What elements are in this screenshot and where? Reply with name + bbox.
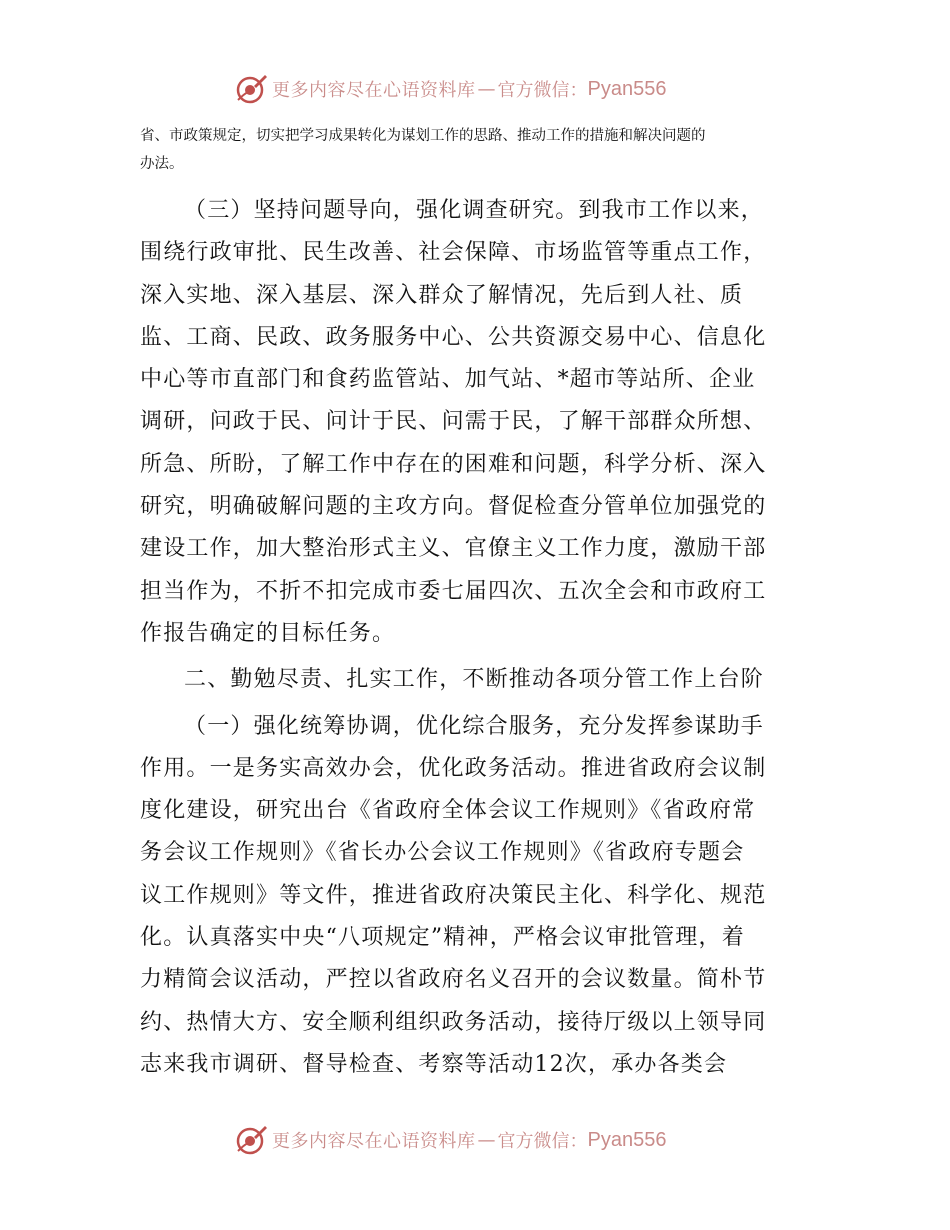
paragraph-1-line: 化。认真落实中央“八项规定”精神，严格会议审批管理，着 (140, 925, 745, 951)
paragraph-3-line: 建设工作，加大整治形式主义、官僚主义工作力度，激励干部 (140, 536, 767, 562)
paragraph-3-line: 研究，明确破解问题的主攻方向。督促检查分管单位加强党的 (140, 494, 767, 520)
watermark-wechat-id: Pyan556 (587, 77, 667, 100)
paragraph-1-line: 度化建设，研究出台《省政府全体会议工作规则》《省政府常 (140, 798, 756, 824)
paragraph-3-line: 调研，问政于民、问计于民、问需于民，了解干部群众所想、 (140, 409, 767, 435)
intro-line: 省、市政策规定，切实把学习成果转化为谋划工作的思路、推动工作的措施和解决问题的 (140, 128, 706, 144)
watermark-main-text: 更多内容尽在心语资料库 (272, 80, 476, 101)
paragraph-3-line: 围绕行政审批、民生改善、社会保障、市场监管等重点工作， (140, 240, 767, 266)
watermark-dash: — (477, 78, 496, 100)
paragraph-3-line: 中心等市直部门和食药监管站、加气站、*超市等站所、企业 (140, 367, 756, 393)
paragraph-3-line: 监、工商、民政、政务服务中心、公共资源交易中心、信息化 (140, 324, 767, 350)
paragraph-1-line: 约、热情大方、安全顺利组织政务活动，接待厅级以上领导同 (140, 1009, 767, 1035)
pen-logo-icon (234, 72, 268, 106)
paragraph-3-line: 深入实地、深入基层、深入群众了解情况，先后到人社、质 (140, 282, 744, 308)
section-2-heading: 二、勤勉尽责、扎实工作，不断推动各项分管工作上台阶 (184, 667, 765, 693)
paragraph-1-line: （一）强化统筹协调，优化综合服务，充分发挥参谋助手 (184, 713, 765, 739)
intro-text (140, 122, 810, 178)
watermark-banner-bottom (0, 1123, 950, 1157)
intro-line: 办法。 (140, 156, 184, 172)
watermark-wechat-id: Pyan556 (587, 1128, 667, 1151)
pen-logo-icon (234, 1123, 268, 1157)
watermark-banner-top (0, 72, 950, 106)
watermark-label: 官方微信： (497, 1131, 588, 1152)
paragraph-3-line: 所急、所盼，了解工作中存在的困难和问题，科学分析、深入 (140, 451, 767, 477)
paragraph-3-line: 担当作为，不折不扣完成市委七届四次、五次全会和市政府工 (140, 578, 767, 604)
watermark-main-text: 更多内容尽在心语资料库 (272, 1131, 476, 1152)
paragraph-1-line: 议工作规则》等文件，推进省政府决策民主化、科学化、规范 (140, 882, 767, 908)
paragraph-1-line: 志来我市调研、督导检查、考察等活动12次，承办各类会 (140, 1051, 728, 1077)
paragraph-1-line: 力精简会议活动，严控以省政府名义召开的会议数量。简朴节 (140, 967, 767, 993)
paragraph-3-line: 作报告确定的目标任务。 (140, 620, 396, 646)
watermark-content (234, 72, 666, 106)
paragraph-1-line: 务会议工作规则》《省长办公会议工作规则》《省政府专题会 (140, 840, 745, 866)
watermark-content (234, 1123, 666, 1157)
watermark-label: 官方微信： (497, 80, 588, 101)
paragraph-3-line: （三）坚持问题导向，强化调查研究。到我市工作以来， (184, 198, 765, 223)
watermark-dash: — (477, 1129, 496, 1151)
document-body (140, 190, 820, 1086)
paragraph-1-line: 作用。一是务实高效办会，优化政务活动。推进省政府会议制 (140, 755, 767, 781)
